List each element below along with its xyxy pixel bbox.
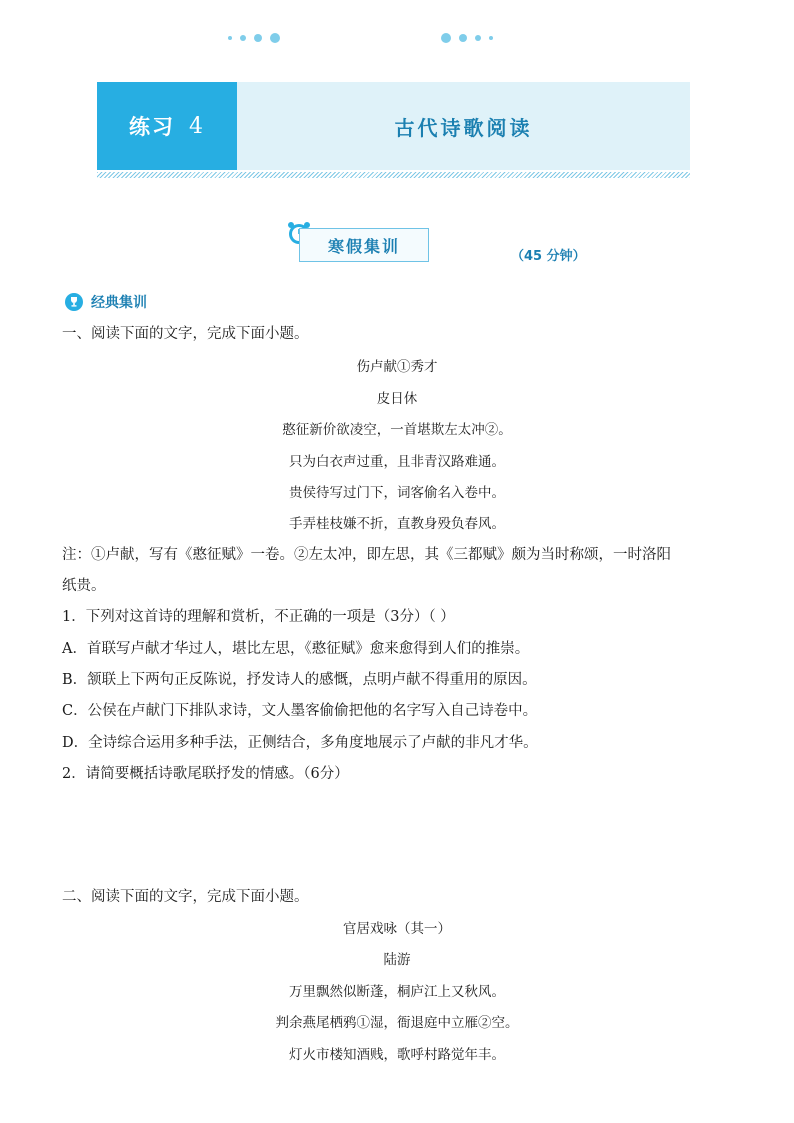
q1-intro: 一、阅读下面的文字，完成下面小题。 (62, 326, 309, 342)
q1-option-a: A．首联写卢献才华过人，堪比左思，《憨征赋》愈来愈得到人们的推崇。 (62, 641, 530, 657)
duration-label: （45 分钟） (511, 249, 586, 264)
section-header (65, 292, 147, 312)
q1-poem-line: 贵侯待写过门下，词客偷名入卷中。 (289, 485, 505, 501)
winter-training-badge: 寒假集训 (299, 228, 429, 262)
q2-poem-title: 官居戏咏（其一） (343, 921, 451, 937)
exercise-number: 4 (189, 113, 205, 139)
q2-poem-author: 陆游 (383, 952, 411, 968)
q1-poem-author: 皮日休 (376, 391, 418, 407)
trophy-icon (65, 293, 83, 311)
q1-option-c: C．公侯在卢献门下排队求诗，文人墨客偷偷把他的名字写入自己诗卷中。 (62, 703, 538, 719)
q1-option-d: D．全诗综合运用多种手法，正侧结合，多角度地展示了卢献的非凡才华。 (62, 735, 538, 751)
exercise-label: 练习 (129, 115, 175, 139)
q1-poem-line: 憨征新价欲凌空，一首堪欺左太冲②。 (282, 422, 512, 438)
q1-poem-line: 手弄桂枝嫌不折，直教身殁负春风。 (289, 516, 505, 532)
q2-poem-line: 万里飘然似断蓬，桐庐江上又秋风。 (289, 984, 505, 1000)
q1-question-2: 2．请简要概括诗歌尾联抒发的情感。（6分） (62, 766, 349, 782)
q2-poem-line: 灯火市楼知酒贱，歌呼村路觉年丰。 (289, 1047, 505, 1063)
q1-note-continued: 纸贵。 (62, 578, 106, 594)
q1-note: 注：①卢献，写有《憨征赋》一卷。②左太冲，即左思，其《三都赋》颇为当时称颂，一时洛阳 (62, 547, 671, 563)
section-label: 经典集训 (91, 295, 147, 311)
exercise-badge (97, 82, 237, 170)
header-banner (97, 82, 690, 170)
q1-option-b: B．颔联上下两句正反陈说，抒发诗人的感慨，点明卢献不得重用的原因。 (62, 672, 537, 688)
q2-intro: 二、阅读下面的文字，完成下面小题。 (62, 889, 309, 905)
q2-poem-line: 判余燕尾栖鸦①湿，衙退庭中立雁②空。 (275, 1015, 519, 1031)
q1-question-1: 1．下列对这首诗的理解和赏析，不正确的一项是（3分）（ ） (62, 609, 455, 625)
q1-poem-title: 伤卢献①秀才 (356, 359, 438, 375)
page-title: 古代诗歌阅读 (394, 115, 533, 140)
hatch-divider (97, 172, 690, 178)
right-dots-decoration (441, 33, 493, 43)
left-dots-decoration (228, 33, 280, 43)
q1-poem-line: 只为白衣声过重，且非青汉路难通。 (289, 454, 505, 470)
